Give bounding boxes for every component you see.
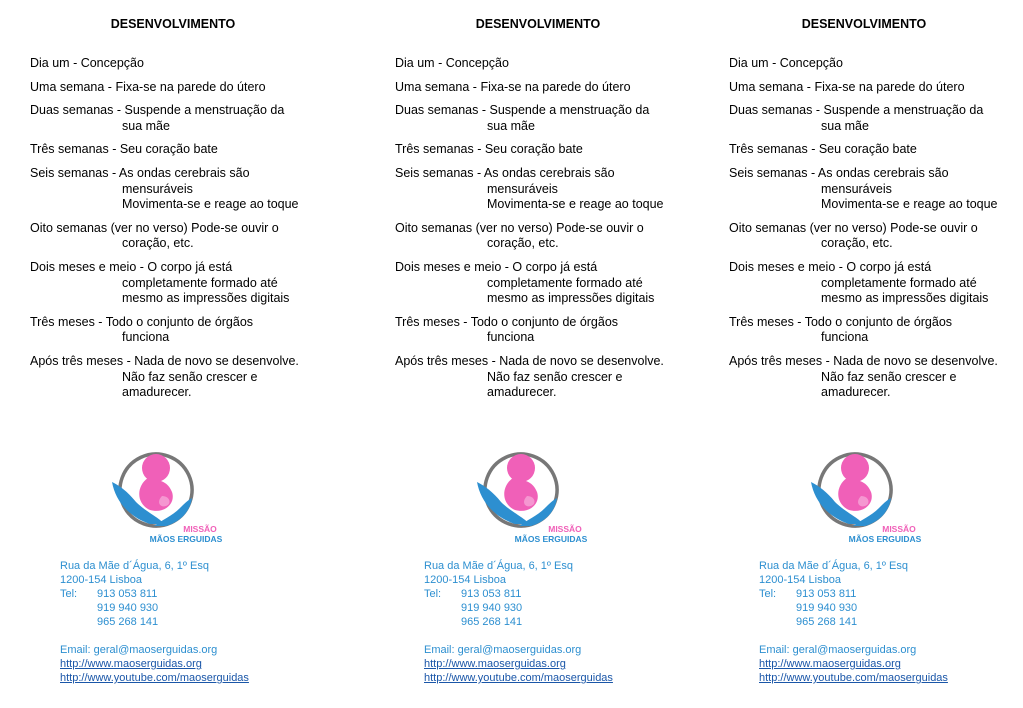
logo-text-line1: MISSÃO — [183, 524, 217, 534]
contact-block — [60, 559, 249, 685]
entry-lead: Duas semanas - Suspende a menstruação da — [395, 103, 650, 118]
entry-lead: Seis semanas - As ondas cerebrais são — [729, 165, 949, 180]
development-entry — [729, 56, 1015, 72]
entry-continuation: Movimenta-se e reage ao toque — [487, 197, 664, 212]
entry-lead: Uma semana - Fixa-se na parede do útero — [395, 79, 631, 94]
email-text: Email: geral@maoserguidas.org — [60, 644, 218, 656]
youtube-link[interactable]: http://www.youtube.com/maoserguidas — [60, 672, 249, 684]
development-entry — [30, 166, 316, 213]
logo-missao-maos-erguidas — [106, 446, 224, 546]
entry-continuation: sua mãe — [122, 118, 170, 133]
logo-text-line2: MÃOS ERGUIDAS — [149, 534, 223, 544]
page-title: DESENVOLVIMENTO — [801, 17, 927, 31]
development-entry — [729, 221, 1015, 252]
entry-lead: Duas semanas - Suspende a menstruação da — [729, 103, 984, 118]
phone-number: 913 053 811 — [796, 588, 857, 600]
phone-number: 965 268 141 — [461, 616, 523, 628]
entry-lead: Seis semanas - As ondas cerebrais são — [395, 165, 615, 180]
website-link[interactable]: http://www.maoserguidas.org — [60, 658, 202, 670]
tel-label: Tel: — [759, 588, 777, 600]
entry-lead: Três semanas - Seu coração bate — [395, 142, 583, 157]
entry-lead: Dois meses e meio - O corpo já está — [395, 259, 598, 274]
entry-continuation: mensuráveis — [821, 181, 892, 196]
entry-lead: Oito semanas (ver no verso) Pode-se ouvir o — [395, 220, 644, 235]
development-entry — [395, 260, 681, 307]
development-entry — [395, 315, 681, 346]
development-entry — [30, 80, 316, 96]
tel-label: Tel: — [424, 588, 442, 600]
entry-lead: Dia um - Concepção — [729, 56, 843, 70]
development-entry — [729, 103, 1015, 134]
phone-row — [60, 587, 249, 601]
development-entry — [30, 260, 316, 307]
development-list — [395, 56, 681, 401]
entry-lead: Após três meses - Nada de novo se desenvolve. — [395, 353, 664, 368]
address-line: 1200-154 Lisboa — [60, 574, 142, 586]
logo-emblem — [471, 446, 589, 546]
entry-continuation: Movimenta-se e reage ao toque — [122, 197, 299, 212]
development-entry — [729, 260, 1015, 307]
development-entry — [30, 221, 316, 252]
entry-lead: Três semanas - Seu coração bate — [729, 142, 917, 157]
entry-continuation: completamente formado até — [821, 275, 977, 290]
development-entry — [395, 80, 681, 96]
email-text: Email: geral@maoserguidas.org — [424, 644, 582, 656]
email-text: Email: geral@maoserguidas.org — [759, 644, 917, 656]
development-entry — [729, 80, 1015, 96]
entry-lead: Três meses - Todo o conjunto de órgãos — [729, 314, 953, 329]
page-title: DESENVOLVIMENTO — [475, 17, 601, 31]
address-line: Rua da Mãe d´Água, 6, 1º Esq — [424, 560, 573, 572]
phone-row — [759, 587, 948, 601]
development-entry — [395, 142, 681, 158]
development-entry — [395, 221, 681, 252]
entry-continuation: Não faz senão crescer e — [487, 369, 623, 384]
entry-continuation: Não faz senão crescer e — [122, 369, 258, 384]
entry-continuation: sua mãe — [821, 118, 869, 133]
logo-emblem — [106, 446, 224, 546]
development-entry — [395, 166, 681, 213]
entry-continuation: funciona — [821, 330, 869, 345]
logo-emblem — [805, 446, 923, 546]
entry-continuation: amadurecer. — [821, 385, 891, 400]
entry-continuation: Não faz senão crescer e — [821, 369, 957, 384]
entry-continuation: sua mãe — [487, 118, 535, 133]
phone-number: 913 053 811 — [97, 588, 158, 600]
entry-lead: Uma semana - Fixa-se na parede do útero — [729, 79, 965, 94]
entry-lead: Dois meses e meio - O corpo já está — [30, 259, 233, 274]
development-list — [30, 56, 316, 401]
phone-number: 913 053 811 — [461, 588, 522, 600]
contact-block — [759, 559, 948, 685]
website-link[interactable]: http://www.maoserguidas.org — [759, 658, 901, 670]
entry-lead: Dia um - Concepção — [395, 56, 509, 70]
entry-continuation: coração, etc. — [122, 236, 194, 251]
entry-lead: Três semanas - Seu coração bate — [30, 142, 218, 157]
entry-lead: Três meses - Todo o conjunto de órgãos — [395, 314, 619, 329]
development-entry — [729, 354, 1015, 401]
address-line: 1200-154 Lisboa — [424, 574, 506, 586]
development-entry — [30, 142, 316, 158]
development-entry — [395, 103, 681, 134]
development-entry — [30, 315, 316, 346]
entry-continuation: completamente formado até — [487, 275, 643, 290]
address-line: Rua da Mãe d´Água, 6, 1º Esq — [759, 560, 908, 572]
entry-lead: Três meses - Todo o conjunto de órgãos — [30, 314, 254, 329]
entry-lead: Após três meses - Nada de novo se desenvolve. — [729, 353, 998, 368]
website-link[interactable]: http://www.maoserguidas.org — [424, 658, 566, 670]
development-entry — [729, 315, 1015, 346]
entry-lead: Oito semanas (ver no verso) Pode-se ouvir o — [30, 220, 279, 235]
entry-lead: Seis semanas - As ondas cerebrais são — [30, 165, 250, 180]
entry-continuation: funciona — [122, 330, 170, 345]
phone-number: 965 268 141 — [97, 616, 159, 628]
entry-lead: Uma semana - Fixa-se na parede do útero — [30, 79, 266, 94]
development-entry — [729, 142, 1015, 158]
phone-number: 965 268 141 — [796, 616, 858, 628]
entry-lead: Duas semanas - Suspende a menstruação da — [30, 103, 285, 118]
entry-continuation: mesmo as impressões digitais — [821, 291, 989, 306]
development-entry — [395, 354, 681, 401]
entry-continuation: mensuráveis — [122, 181, 193, 196]
entry-continuation: coração, etc. — [821, 236, 893, 251]
address-line: Rua da Mãe d´Água, 6, 1º Esq — [60, 560, 209, 572]
entry-continuation: funciona — [487, 330, 535, 345]
youtube-link[interactable]: http://www.youtube.com/maoserguidas — [424, 672, 613, 684]
development-entry — [30, 56, 316, 72]
entry-continuation: mesmo as impressões digitais — [122, 291, 290, 306]
logo-text-line2: MÃOS ERGUIDAS — [514, 534, 588, 544]
development-list — [729, 56, 1015, 401]
address-line: 1200-154 Lisboa — [759, 574, 841, 586]
logo-text-line1: MISSÃO — [882, 524, 916, 534]
logo-text-line2: MÃOS ERGUIDAS — [848, 534, 922, 544]
entry-continuation: amadurecer. — [487, 385, 557, 400]
entry-continuation: mesmo as impressões digitais — [487, 291, 655, 306]
logo-text-line1: MISSÃO — [548, 524, 582, 534]
entry-continuation: mensuráveis — [487, 181, 558, 196]
entry-lead: Dia um - Concepção — [30, 56, 144, 70]
phone-number: 919 940 930 — [796, 602, 858, 614]
development-entry — [30, 354, 316, 401]
entry-lead: Oito semanas (ver no verso) Pode-se ouvir o — [729, 220, 978, 235]
development-entry — [395, 56, 681, 72]
development-entry — [30, 103, 316, 134]
page-title: DESENVOLVIMENTO — [110, 17, 236, 31]
phone-number: 919 940 930 — [461, 602, 523, 614]
entry-lead: Após três meses - Nada de novo se desenvolve. — [30, 353, 299, 368]
youtube-link[interactable]: http://www.youtube.com/maoserguidas — [759, 672, 948, 684]
phone-row — [424, 587, 613, 601]
phone-number: 919 940 930 — [97, 602, 159, 614]
entry-continuation: coração, etc. — [487, 236, 559, 251]
contact-block — [424, 559, 613, 685]
entry-continuation: amadurecer. — [122, 385, 192, 400]
logo-missao-maos-erguidas — [471, 446, 589, 546]
logo-missao-maos-erguidas — [805, 446, 923, 546]
entry-continuation: Movimenta-se e reage ao toque — [821, 197, 998, 212]
development-entry — [729, 166, 1015, 213]
entry-continuation: completamente formado até — [122, 275, 278, 290]
entry-lead: Dois meses e meio - O corpo já está — [729, 259, 932, 274]
tel-label: Tel: — [60, 588, 78, 600]
